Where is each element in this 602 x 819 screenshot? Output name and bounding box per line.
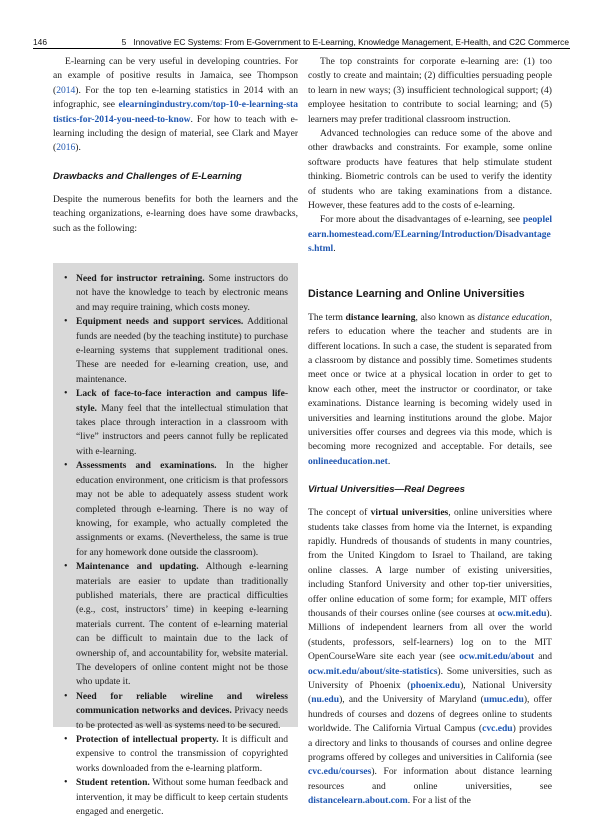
paragraph-distance-learning [308,311,552,469]
list-item [53,387,298,459]
text-run: , online universities where students take classes from home via the Internet, is expanding rapidly. Hundreds of thousands of students in many countries, from the United Kingdom to Israel to Thailand, are taking online classes. A large number of existing universities, including Stanford University and other top-tier universities, offer online education of some form; for example, MIT offers thousands of their courses online (see courses at [308,507,553,619]
bullet-heading: Equipment needs and support services. [76,316,244,328]
bullet-heading: Need for reliable wireline and wireless communication networks and devices. [76,690,288,717]
right-column [308,55,552,809]
text-run: . For how to teach with e-learning including the design of material, see Clark and Mayer ( [53,113,298,154]
text-run: , also known as [415,311,478,323]
bullet-text: Although e-learning materials are easier to update than traditionally published materials, there are practical difficulties (e.g., cost, instructors’ time) in keeping e-learning materials current. The content of e-learning material can be difficult to maintain due to the lack of ownership of, and accountability for, website material. The developers of online content might not be those who update it. [76,561,288,688]
header-rule [33,48,570,49]
text-run: ). [75,142,81,154]
text-run: . [333,243,336,255]
bullet-text: Without some human feedback and intervention, it may be difficult to keep certain students engaged and energetic. [76,777,288,818]
onlineeducation-link[interactable]: onlineeducation.net [308,455,388,467]
bullet-heading: Assessments and examinations. [76,460,217,472]
subheading-drawbacks: Drawbacks and Challenges of E-Learning [53,170,242,182]
text-run: The concept of [308,507,371,519]
section-heading-distance-learning: Distance Learning and Online Universities [308,287,525,300]
list-item [53,733,298,776]
text-run: . For a list of the [407,795,471,807]
bullet-heading: Student retention. [76,777,150,789]
text-run: . [387,455,391,467]
bullet-heading: Lack of face-to-face interaction and campus life-style. [76,388,288,414]
bullet-text: It is difficult and expensive to control the transmission of copyrighted works downloaded from the e-learning platform. [76,734,288,774]
list-item [53,690,298,733]
bullet-text: Additional funds are needed (by the teaching institute) to purchase e-learning systems that supplement traditional ones. These are needed for e-learning creation, use, and maintenance. [76,316,289,385]
nu-link[interactable]: nu.edu [311,694,340,706]
paragraph-virtual-universities [308,506,552,809]
phoenix-link[interactable]: phoenix.edu [410,680,461,692]
left-column [53,55,298,236]
bullet-heading: Need for instructor retraining. [76,273,205,284]
term-bold: distance learning [345,311,416,323]
cvc-link[interactable]: cvc.edu [482,723,513,735]
text-run: The term [308,311,346,323]
bullet-icon: • [64,388,68,400]
bullet-icon: • [64,273,68,284]
list-item [53,776,298,819]
bullet-text: Privacy needs to be protected as well as systems need to be secured. [76,705,288,731]
bullet-text: In the higher education environment, one criticism is that professors may not be able to adequately assess student work completed through e-learning. There is no way of knowing, for example, who actually completed the assignments or exams. (Nevertheless, the same is true for any homework done outside the classroom). [76,460,288,558]
text-run: ), and the University of Maryland ( [339,694,484,706]
bullet-icon: • [64,460,68,472]
bullet-icon: • [64,690,68,702]
text-run: ). For the top ten e-learning statistics in 2014 with an infographic, see [53,84,298,111]
list-item [53,315,298,387]
text-run: ), offer hundreds of courses and dozens of degrees online to students worldwide. The California Virtual Campus ( [308,694,552,735]
distancelearn-link[interactable]: distancelearn.about.com [308,795,408,807]
bullet-text: Some instructors do not have the knowledge to teach by electronic means and may require training, which costs money. [76,273,288,313]
bullet-icon: • [64,316,68,328]
paragraph-elearning-developing [53,55,298,156]
drawbacks-box [53,263,298,818]
text-run: , refers to education where the teacher and students are in different locations. In such a case, the student is separated from a classroom by distance and possibly time. Sometimes students meet once or twice at a physical location in order to get to know each other, meet the instructor or coordinator, or take examinations. Distance learning is becoming widely used in universities and learning institutions around the globe. Major universities offer courses and degrees via this mode, which is becoming more recognized and acceptable. For details, see [308,311,552,453]
paragraph-advanced-tech: Advanced technologies can reduce some of the above and other drawbacks and constraints. For example, some online software products have features that help stimulate student thinking. Biometric controls can be used to verify the identity of students who are taking examinations from a distance. However, these features add to the costs of e-learning. [308,128,552,212]
citation-link[interactable]: 2016 [56,142,76,154]
text-run: and [534,651,552,663]
bullet-icon: • [64,561,68,573]
bullet-text: Many feel that the intellectual stimulation that takes place through interaction in a classroom with “live” instructors and peers cannot fully be replicated with e-learning. [76,402,288,457]
bullet-heading: Maintenance and updating. [76,561,199,573]
elearningindustry-link[interactable]: elearningindustry.com/top-10-e-learning-statistics-for-2014-you-need-to-know [53,99,298,125]
text-run: ), National University ( [308,680,552,706]
term-italic: distance education [477,311,550,323]
bullet-icon: • [64,734,68,745]
text-run: ). Millions of independent learners from all over the world (students, professors, self-learners) log on to the MIT OpenCourseWare site each year (see [308,608,552,663]
page-number: 146 [33,37,47,47]
ocw-link[interactable]: ocw.mit.edu [497,608,547,619]
text-run: ). Some universities, such as University of Phoenix ( [308,665,552,692]
paragraph-drawbacks-intro: Despite the numerous benefits for both the learners and the teaching organizations, e-learning does have some drawbacks, such as the following: [53,193,298,234]
text-run: ) provides a directory and links to thousands of courses and online degree programs offered by colleges and universities in California (see [308,723,552,764]
peoplelearn-link[interactable]: peoplelearn.homestead.com/ELearning/Introduction/Disadvantages.html [308,214,552,255]
running-header [33,33,569,49]
term-bold: virtual universities [370,507,449,519]
ocw-about-link[interactable]: ocw.mit.edu/about [459,651,534,663]
subheading-virtual-universities: Virtual Universities—Real Degrees [308,484,465,496]
running-title: 5 Innovative EC Systems: From E-Government to E-Learning, Knowledge Management, E-Health, and C2C Commerce [121,37,569,47]
paragraph-constraints: The top constraints for corporate e-learning are: (1) too costly to create and maintain; (2) difficulties persuading people to learn in new ways; (3) insufficient technological support; (4) employee hesitation to contribute to social learning; and (5) learners may prefer traditional classroom instruction. [308,56,552,125]
bullet-icon: • [64,777,68,789]
text-run: E-learning can be very useful in developing countries. For an example of positive results in Jamaica, see Thompson ( [53,56,298,96]
paragraph-disadvantages-link [308,213,552,256]
umuc-link[interactable]: umuc.edu [483,694,524,706]
bullet-heading: Protection of intellectual property. [76,734,219,745]
list-item [53,459,298,560]
text-run: ). For information about distance learning resources and online universities, see [308,766,552,792]
citation-link[interactable]: 2014 [56,84,76,96]
list-item [53,272,298,315]
cvc-courses-link[interactable]: cvc.edu/courses [308,766,372,778]
drawbacks-list [53,272,298,819]
ocw-stats-link[interactable]: ocw.mit.edu/about/site-statistics [308,665,438,677]
text-run: For more about the disadvantages of e-learning, see [320,214,523,226]
list-item [53,560,298,690]
